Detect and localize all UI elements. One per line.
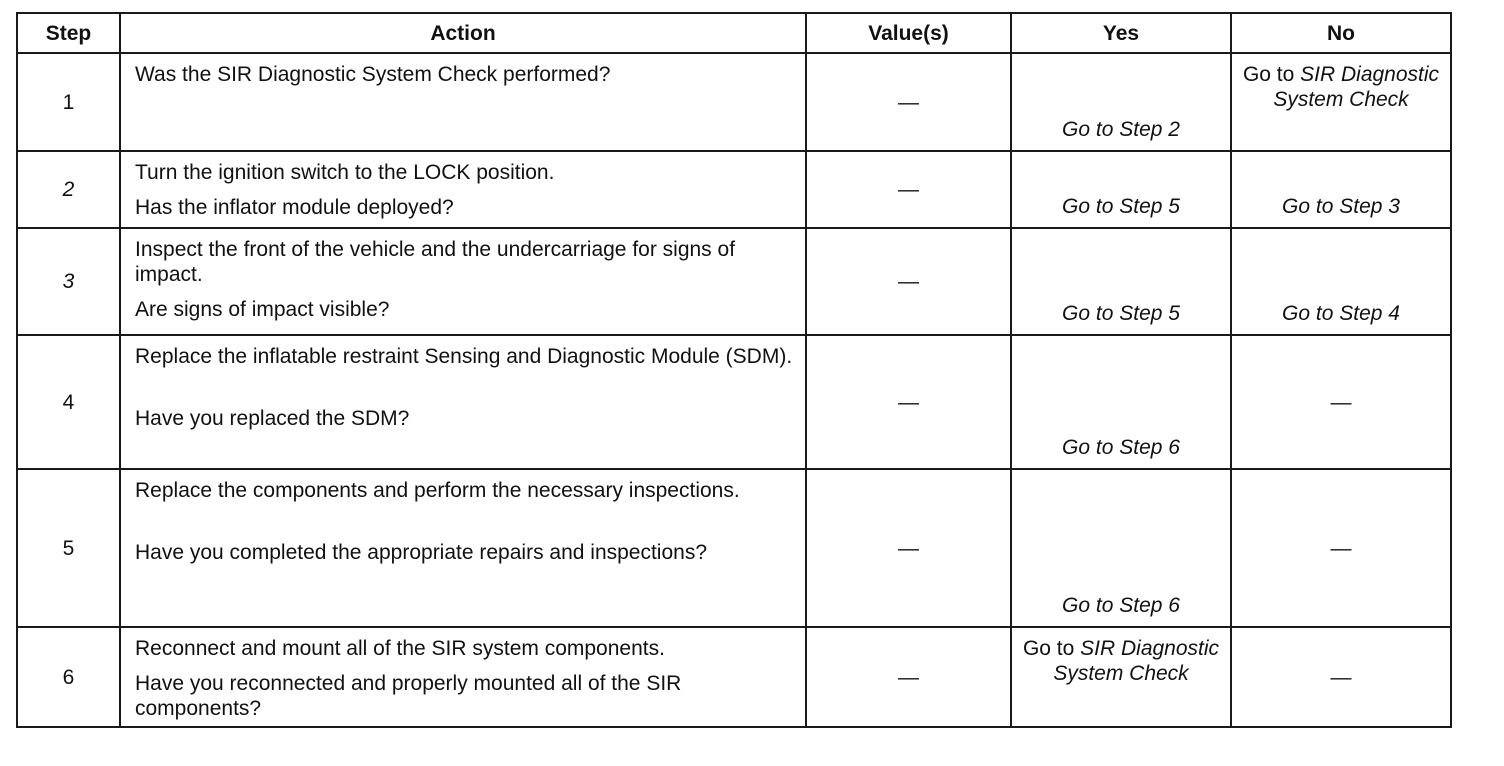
action-text: Was the SIR Diagnostic System Check performed? [135,63,611,86]
value-cell: — [806,335,1011,469]
yes-cell: Go to Step 2 [1011,53,1231,151]
action-question: Have you completed the appropriate repairs and inspections? [135,541,708,564]
action-cell [120,151,806,228]
action-text: Reconnect and mount all of the SIR system components. [135,637,665,660]
action-cell [120,627,806,727]
no-cell: Go to Step 4 [1231,228,1451,335]
table-row [17,335,1451,469]
table-row [17,53,1451,151]
step-number: 6 [17,627,120,727]
yes-cell: Go to Step 5 [1011,151,1231,228]
value-cell: — [806,228,1011,335]
diagnostic-table [16,12,1452,728]
header-no: No [1231,13,1451,53]
no-cell [1231,53,1451,151]
header-values: Value(s) [806,13,1011,53]
no-cell: Go to Step 3 [1231,151,1451,228]
yes-link: SIR Diagnostic System Check [1053,637,1220,685]
no-cell: — [1231,335,1451,469]
action-cell [120,335,806,469]
value-cell: — [806,469,1011,627]
step-number: 1 [17,53,120,151]
table-row [17,151,1451,228]
header-row [17,13,1451,53]
yes-cell: Go to Step 6 [1011,469,1231,627]
yes-cell [1011,627,1231,727]
action-text: Inspect the front of the vehicle and the undercarriage for signs of impact. [135,238,736,286]
yes-prefix: Go to [1022,637,1081,660]
yes-cell: Go to Step 5 [1011,228,1231,335]
table-row [17,228,1451,335]
action-question: Have you reconnected and properly mounted all of the SIR components? [135,672,682,720]
step-number: 2 [17,151,120,228]
step-number: 3 [17,228,120,335]
action-cell [120,53,806,151]
value-cell: — [806,627,1011,727]
table-row [17,469,1451,627]
action-question: Are signs of impact visible? [135,298,390,321]
no-cell: — [1231,469,1451,627]
no-prefix: Go to [1242,63,1301,86]
no-cell: — [1231,627,1451,727]
action-text: Turn the ignition switch to the LOCK position. [135,161,555,184]
action-question: Have you replaced the SDM? [135,407,410,430]
action-cell [120,469,806,627]
action-text: Replace the components and perform the necessary inspections. [135,479,740,502]
step-number: 5 [17,469,120,627]
step-number: 4 [17,335,120,469]
header-step: Step [17,13,120,53]
header-action: Action [120,13,806,53]
table-row [17,627,1451,727]
value-cell: — [806,151,1011,228]
no-link: SIR Diagnostic System Check [1273,63,1440,111]
yes-cell: Go to Step 6 [1011,335,1231,469]
header-yes: Yes [1011,13,1231,53]
value-cell: — [806,53,1011,151]
action-question: Has the inflator module deployed? [135,196,454,219]
action-text: Replace the inflatable restraint Sensing and Diagnostic Module (SDM). [135,345,793,368]
action-cell [120,228,806,335]
